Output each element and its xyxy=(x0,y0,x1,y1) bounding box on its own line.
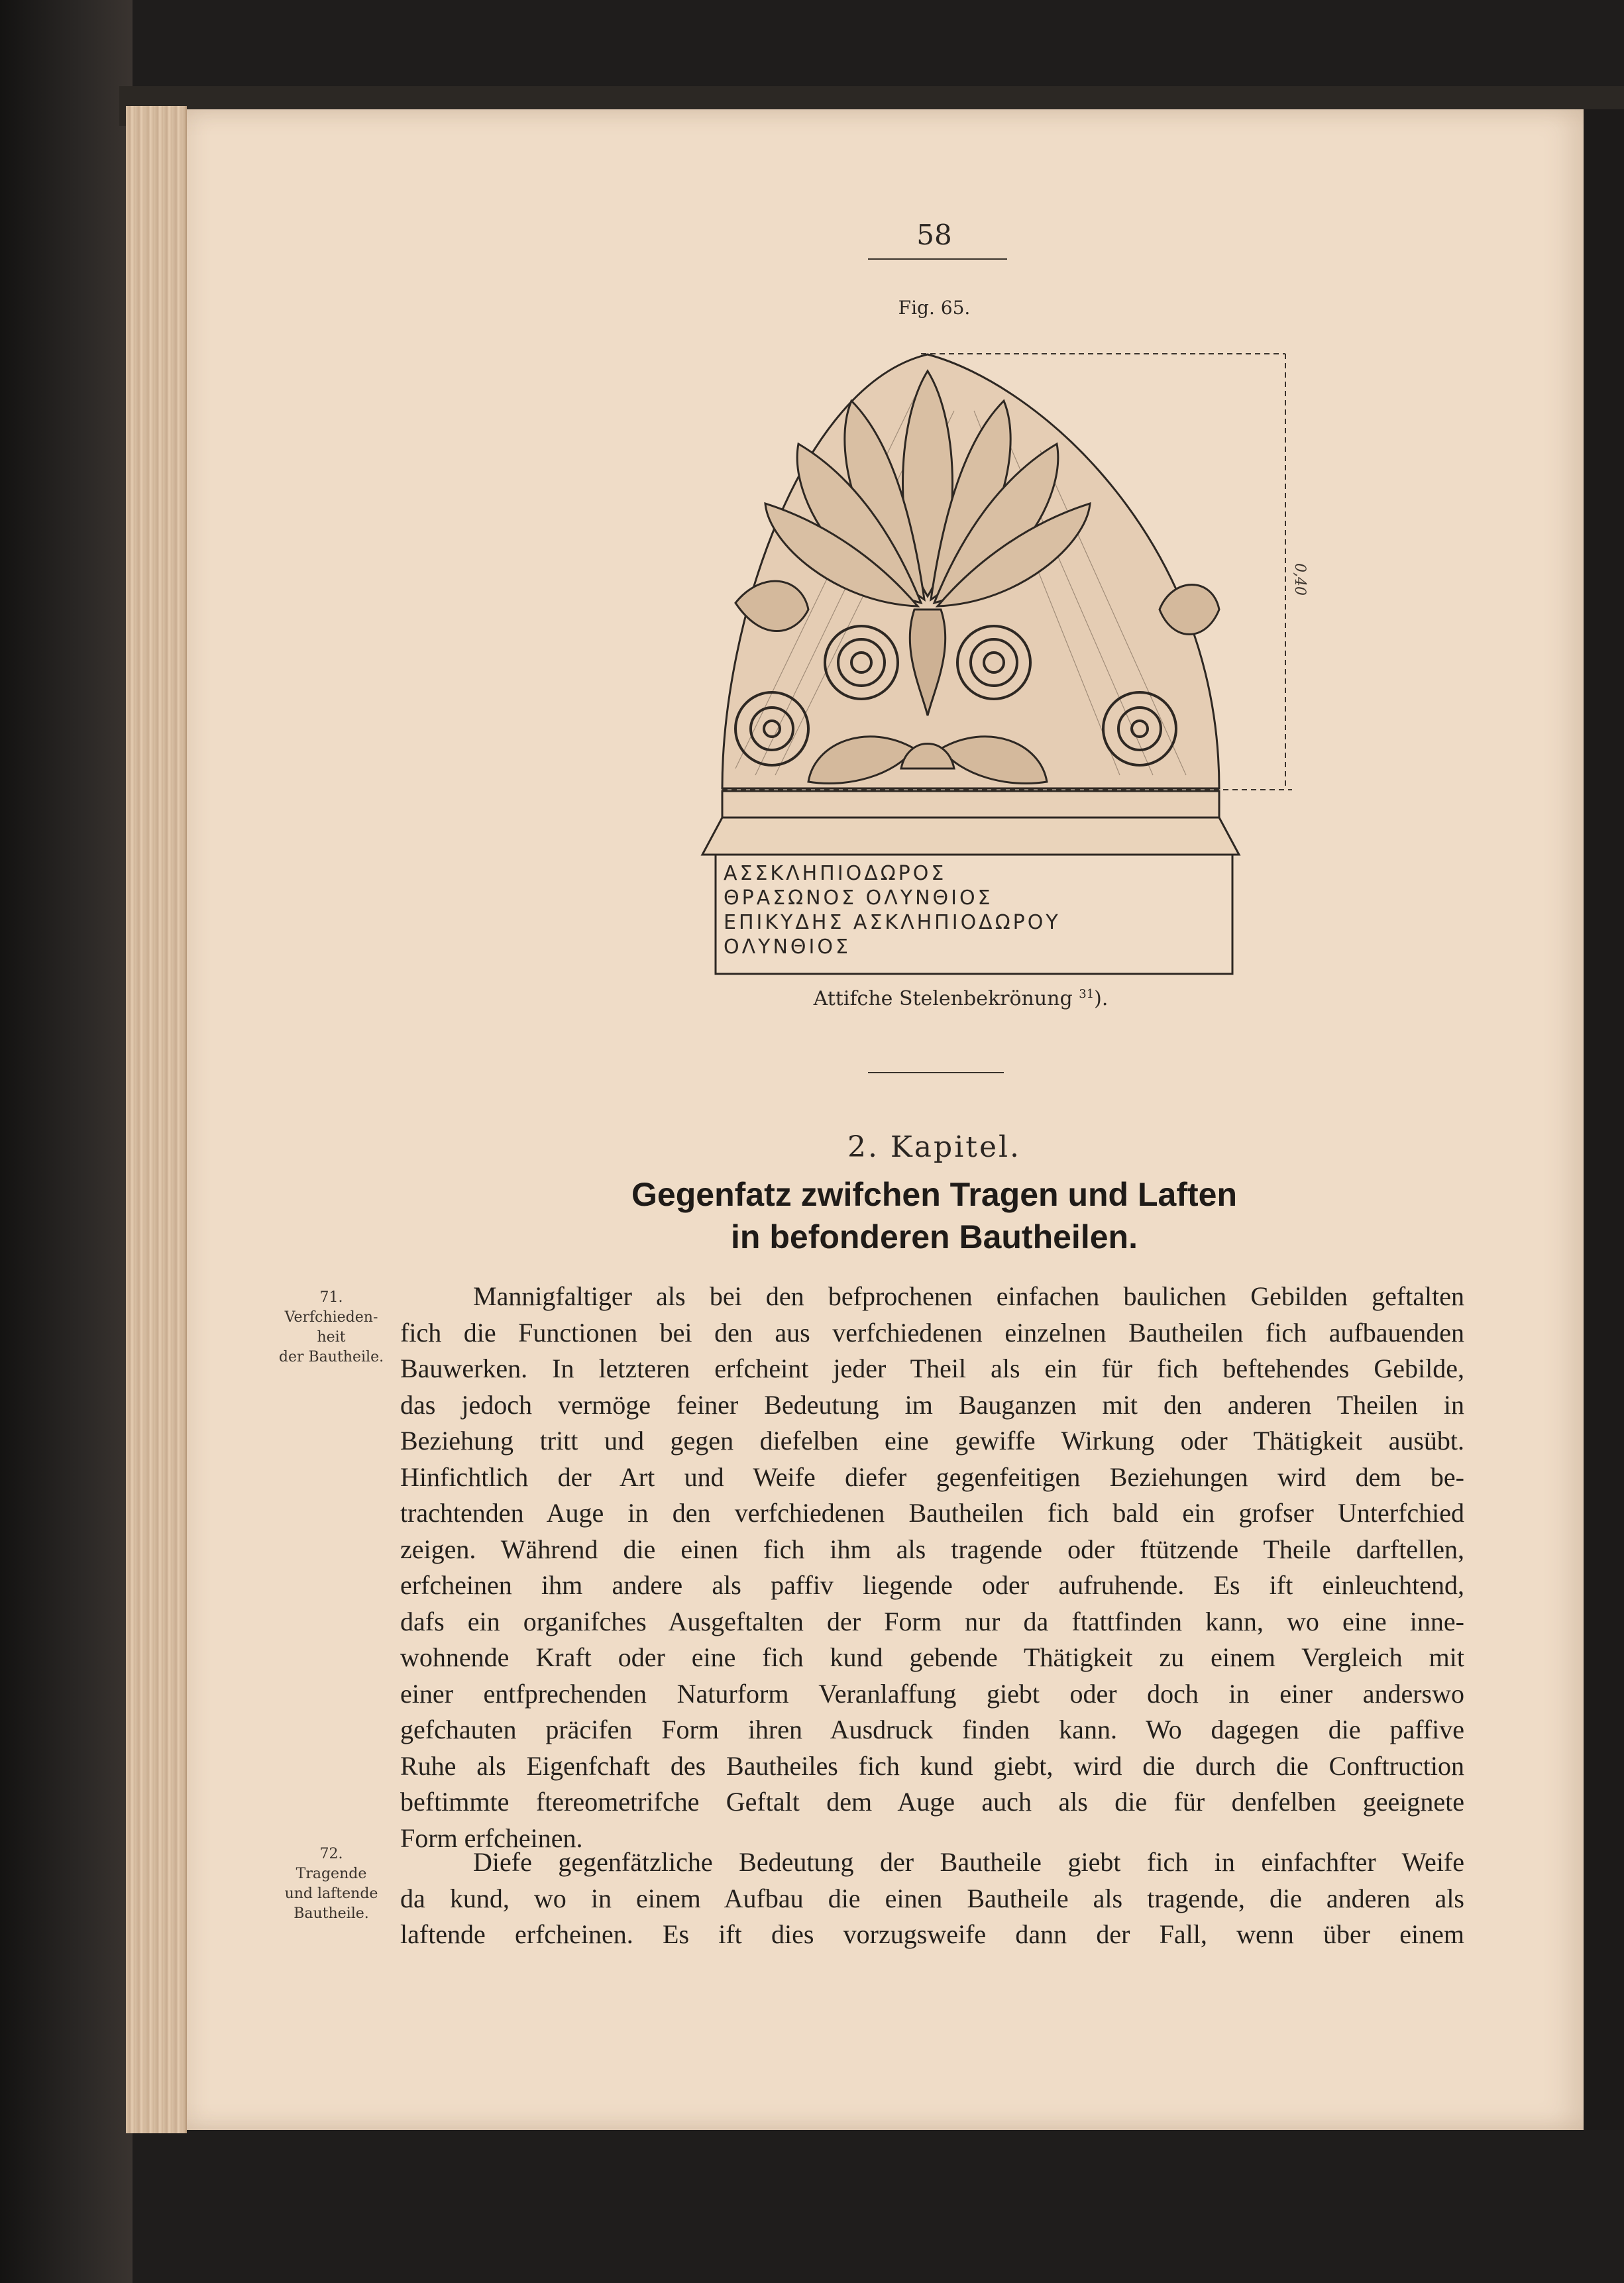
inscription-line: ΘΡΑΣΩΝΟΣ ΟΛΥΝΘΙΟΣ xyxy=(724,886,993,910)
margin-note-number: 72. xyxy=(319,1846,343,1862)
text-line: Beziehung tritt und gegen diefelben eine gewiffe Wirkung oder Thätigkeit ausübt. xyxy=(400,1426,1464,1456)
figure-label: Fig. 65. xyxy=(898,297,971,319)
text-line: gefchauten präcifen Form ihren Ausdruck finden kann. Wo dagegen die paffive xyxy=(400,1715,1464,1744)
page-number-rule xyxy=(868,258,1007,260)
margin-note-number: 71. xyxy=(319,1289,343,1306)
page-stack-edges xyxy=(126,106,187,2133)
text-line: Bauwerken. In letzteren erfcheint jeder Theil als ein für fich beftehendes Gebilde, xyxy=(400,1354,1464,1383)
text-line: wohnende Kraft oder eine fich kund gebende Thätigkeit zu einem Vergleich mit xyxy=(400,1642,1464,1672)
margin-note-72 xyxy=(265,1844,398,1924)
text-line: Ruhe als Eigenfchaft des Bautheiles fich kund giebt, wird die durch die Conftruction xyxy=(400,1750,1464,1781)
stele-figure xyxy=(696,345,1308,981)
text-line: dafs ein organifches Ausgeftalten der Form nur da ftattfinden kann, wo eine inne- xyxy=(400,1606,1464,1636)
stele-fillet xyxy=(722,791,1219,818)
margin-note-line: Verfchieden- xyxy=(284,1309,378,1326)
text-line: erfcheinen ihm andere als paffiv liegende oder aufruhende. Es ift einleuchtend, xyxy=(400,1570,1464,1600)
figure-caption xyxy=(696,987,1226,1010)
section-divider-rule xyxy=(868,1072,1004,1073)
margin-note-line: Tragende xyxy=(296,1866,367,1882)
figure-caption-text: Attifche Stelenbekrönung xyxy=(813,987,1073,1010)
margin-note-line: heit xyxy=(317,1329,346,1346)
text-line: da kund, wo in einem Aufbau die einen Bautheile als tragende, die anderen als xyxy=(400,1883,1464,1913)
paragraph-2 xyxy=(400,1844,1464,1953)
dimension-vertical-label: 0,40 xyxy=(1291,563,1308,596)
chapter-label: 2. Kapitel. xyxy=(847,1130,1022,1164)
text-line: das jedoch vermöge feiner Bedeutung im Bauganzen mit den anderen Theilen in xyxy=(400,1389,1464,1420)
margin-note-line: Bautheile. xyxy=(294,1905,369,1922)
paragraph-1 xyxy=(400,1279,1464,1856)
figure-caption-end: ). xyxy=(1094,987,1109,1010)
text-line: zeigen. Während die einen fich ihm als tragende oder ftützende Theile darftellen, xyxy=(400,1534,1464,1564)
text-line: Diefe gegenfätzliche Bedeutung der Bautheile giebt fich in einfachfter Weife xyxy=(473,1847,1464,1877)
margin-note-line: der Bautheile. xyxy=(278,1349,384,1365)
text-line: laftende erfcheinen. Es ift dies vorzugsweife dann der Fall, wenn über einem xyxy=(400,1919,1464,1949)
chapter-heading-line-1: Gegenfatz zwifchen Tragen und Laften xyxy=(631,1176,1237,1213)
chapter-heading-line-2: in befonderen Bautheilen. xyxy=(731,1218,1138,1255)
margin-note-71 xyxy=(265,1288,398,1367)
text-line: trachtenden Auge in den verfchiedenen Bautheilen fich bald ein grofser Unterfchied xyxy=(400,1498,1464,1528)
text-line: Mannigfaltiger als bei den befprochenen einfachen baulichen Gebilden geftalten xyxy=(473,1281,1464,1311)
text-line: einer entfprechenden Naturform Veranlaffung giebt oder doch in einer anderswo xyxy=(400,1678,1464,1709)
inscription-line: ΟΛΥΝΘΙΟΣ xyxy=(724,935,851,959)
palmette-leaves xyxy=(765,371,1090,606)
stele-plinth xyxy=(702,818,1239,855)
text-line: Form erfcheinen. xyxy=(400,1823,583,1853)
inscription-line: ΑΣΣΚΛΗΠΙΟΔΩΡΟΣ xyxy=(724,862,947,885)
book-cover-edge xyxy=(0,0,133,2283)
text-line: fich die Functionen bei den aus verfchiedenen einzelnen Bautheilen fich aufbauenden xyxy=(400,1317,1464,1348)
inscription-line: ΕΠΙΚΥΔΗΣ ΑΣΚΛΗΠΙΟΔΩΡΟΥ xyxy=(724,911,1061,934)
page-number: 58 xyxy=(916,219,952,251)
text-line: Hinfichtlich der Art und Weife diefer gegenfeitigen Beziehungen wird dem be- xyxy=(400,1461,1464,1492)
text-line: beftimmte ftereometrifche Geftalt dem Auge auch als die für denfelben geeignete xyxy=(400,1787,1464,1817)
margin-note-line: und laftende xyxy=(284,1885,378,1902)
figure-caption-footnote-ref: 31 xyxy=(1079,987,1095,1001)
book-right-edge xyxy=(1584,109,1624,2130)
